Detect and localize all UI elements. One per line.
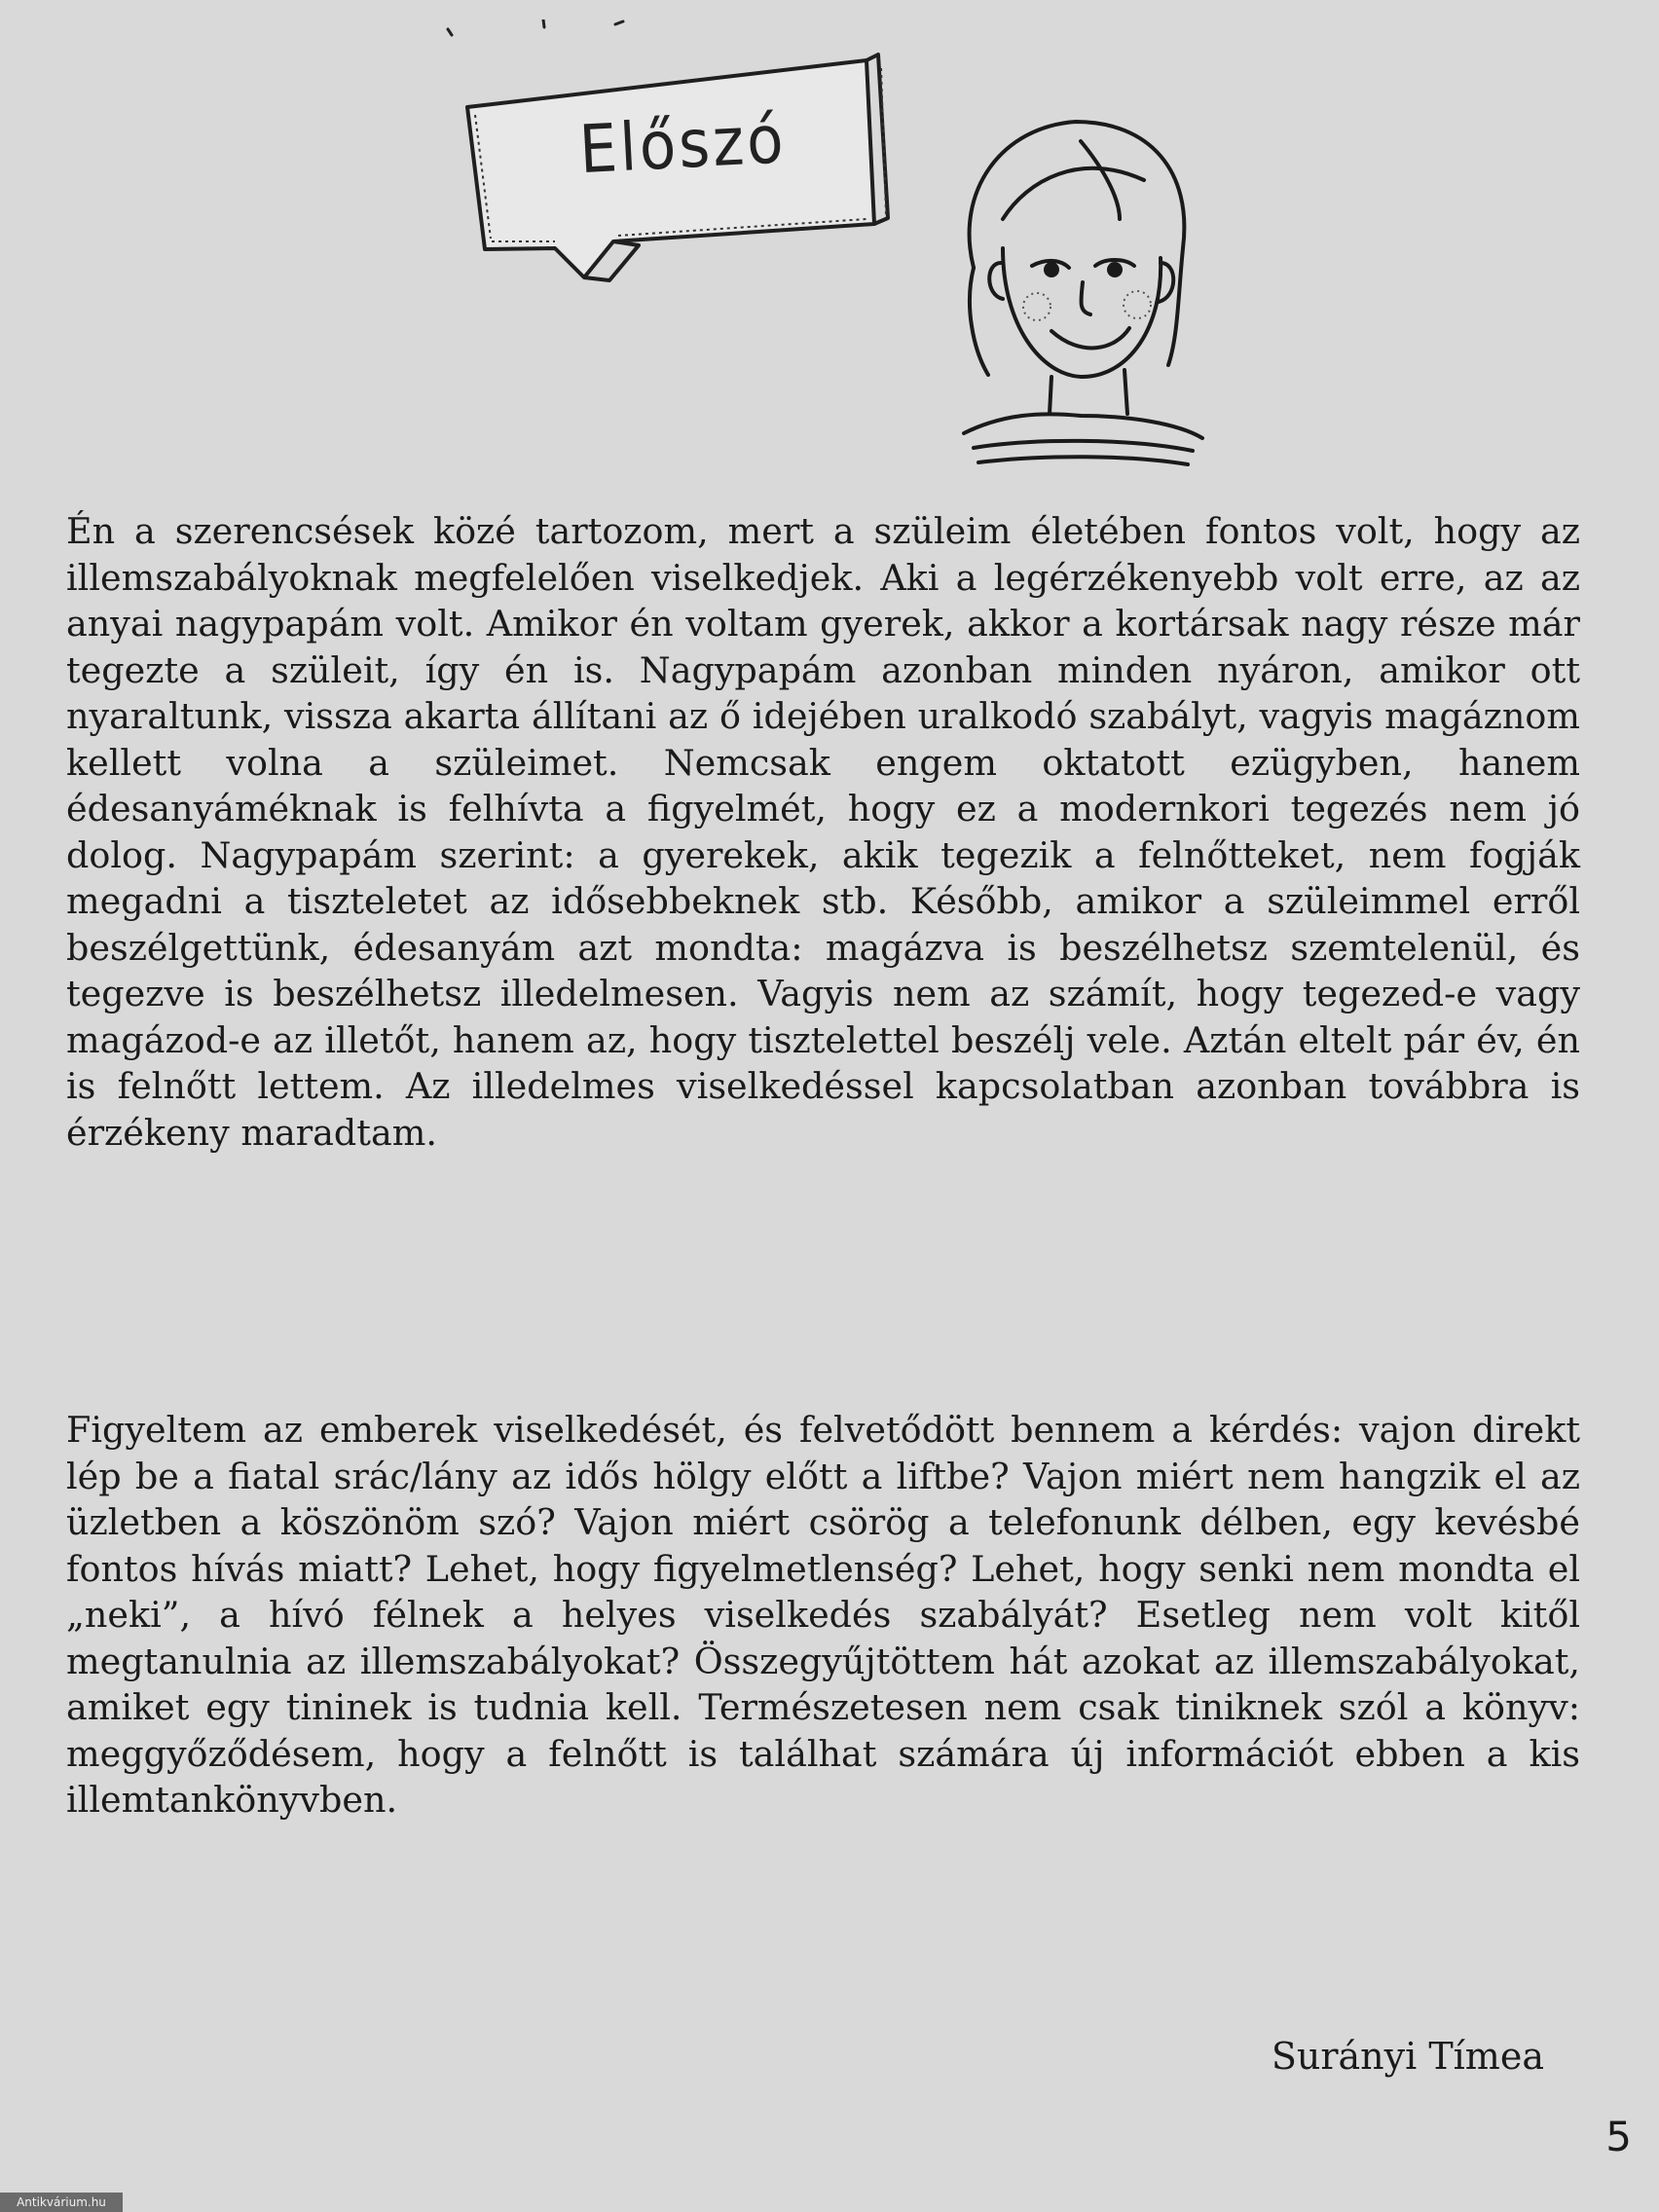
page-title: Előszó — [577, 101, 789, 190]
preface-paragraph-1: Én a szerencsések közé tartozom, mert a szüleim életében fontos volt, hogy az illemszabályoknak megfelelően viselkedjek. Aki a legérzékenyebb volt erre, az az anyai nagypapám volt. Amikor én voltam gyerek, akkor a kortársak nagy része már tegezte a szüleit, így én is. Nagypapám azonban minden nyáron, amikor ott nyaraltunk, vissza akarta állítani az ő idejében uralkodó szabályt, vagyis magáznom kellett volna a szüleimet. Nemcsak engem oktatott ezügyben, hanem édesanyáméknak is felhívta a figyelmét, hogy ez a modernkori tegezés nem jó dolog. Nagypapám szerint: a gyerekek, akik tegezik a felnőtteket, nem fogják megadni a tiszteletet az idősebbeknek stb. Később, amikor a szüleimmel erről beszélgettünk, édesanyám azt mondta: magázva is beszélhetsz szemtelenül, és tegezve is beszélhetsz illedelmesen. Vagyis nem az számít, hogy tegezed-e vagy magázod-e az illetőt, hanem az, hogy tisztelettel beszélj vele. Aztán eltelt pár év, én is felnőtt lettem. Az illedelmes viselkedéssel kapcsolatban azonban továbbra is érzékeny maradtam. — [66, 510, 1580, 1154]
author-portrait-illustration — [935, 102, 1217, 472]
author-signature: Surányi Tímea — [1271, 2035, 1544, 2078]
speech-banner — [409, 19, 954, 312]
author-portrait — [935, 102, 1217, 472]
watermark: Antikvárium.hu — [0, 2193, 123, 2212]
preface-paragraph-2: Figyeltem az emberek viselkedését, és felvetődött bennem a kérdés: vajon direkt lép be a fiatal srác/lány az idős hölgy előtt a liftbe? Vajon miért nem hangzik el az üzletben a köszönöm szó? Vajon miért csörög a telefonunk délben, egy kevésbé fontos hívás miatt? Lehet, hogy figyelmetlenség? Lehet, hogy senki nem mondta el „neki”, a hívó félnek a helyes viselkedés szabályát? Esetleg nem volt kitől megtanulnia az illemszabályokat? Összegyűjtöttem hát azokat az illemszabályokat, amiket egy tininek is tudnia kell. Természetesen nem csak tiniknek szól a könyv: meggyőződésem, hogy a felnőtt is találhat számára új információt ebben a kis illemtankönyvben. — [66, 1409, 1580, 1821]
page-number: 5 — [1605, 2113, 1632, 2160]
